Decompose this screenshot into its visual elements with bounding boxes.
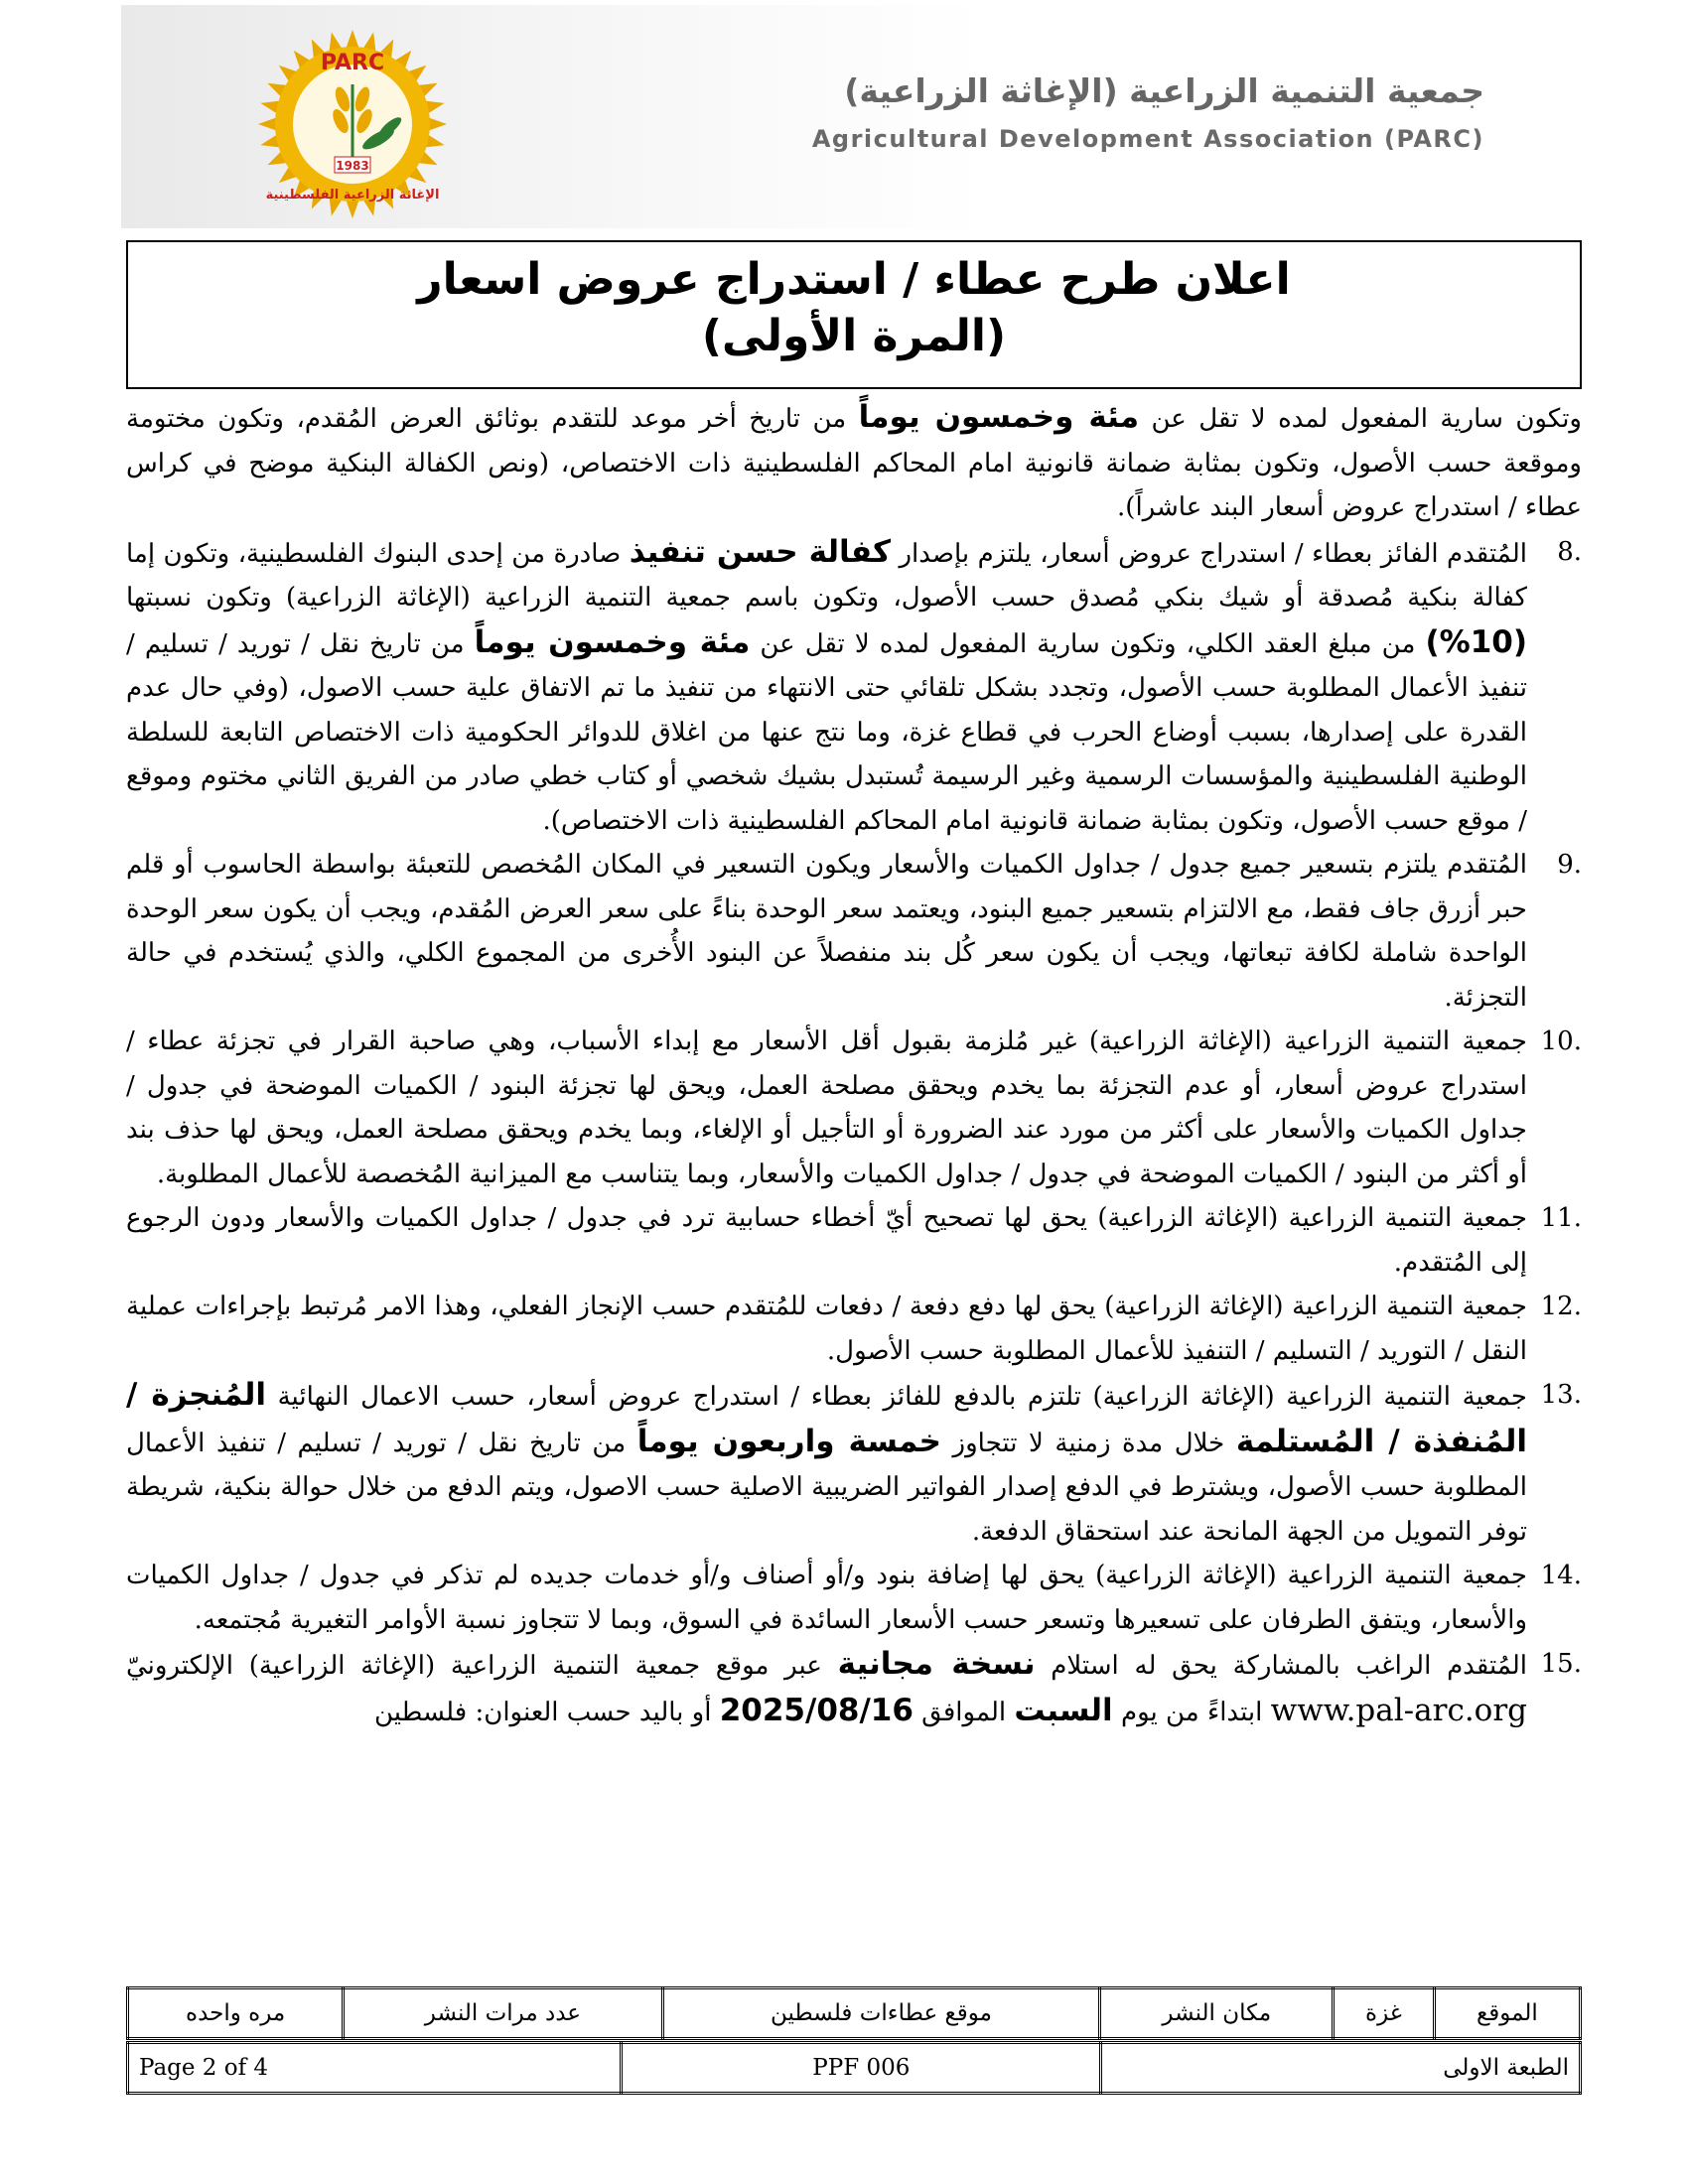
footer-cell: غزة xyxy=(1334,1988,1435,2039)
logo-arabic-text: الإغاثة الزراعية الفلسطينية xyxy=(265,188,440,203)
footer-cell: مره واحده xyxy=(128,1988,344,2039)
clause-number: 10. xyxy=(1540,1026,1582,1056)
footer-cell: الموقع xyxy=(1434,1988,1580,2039)
sun-ray xyxy=(258,117,277,131)
clause-number: 15. xyxy=(1540,1649,1582,1679)
edition-label: الطبعة الاولى xyxy=(1101,2043,1581,2094)
document-info-table xyxy=(126,2041,1582,2095)
publication-info-table xyxy=(126,1986,1582,2040)
parc-logo xyxy=(204,30,501,218)
publish-date: 2025/08/16 xyxy=(719,1692,914,1728)
terms-body xyxy=(126,395,1582,1734)
org-name-english: Agricultural Development Association (PARC) xyxy=(811,125,1484,153)
form-code: PPF 006 xyxy=(622,2043,1101,2094)
clause-number: 8. xyxy=(1557,536,1582,567)
page-number: Page 2 of 4 xyxy=(128,2043,622,2094)
footer-cell: عدد مرات النشر xyxy=(344,1988,662,2039)
clause-number: 13. xyxy=(1540,1380,1582,1410)
clause-11: 11. جمعية التنمية الزراعية (الإغاثة الزراعية) يحق لها تصحيح أيّ أخطاء حسابية ترد في جدول / جداول الكميات والأسعار ودون الرجوع إلى المُتقدم. xyxy=(126,1196,1582,1285)
clause-13: 13. جمعية التنمية الزراعية (الإغاثة الزراعية) تلتزم بالدفع للفائز بعطاء / استدراج عروض أسعار، حسب الاعمال النهائية المُنجزة / المُنفذة / المُستلمة خلال مدة زمنية لا تتجاوز خمسة واربعون يوماً من تاريخ نقل / توريد / تسليم / تنفيذ الأعمال المطلوبة حسب الأصول، ويشترط في الدفع إصدار الفواتير الضريبية الاصلية حسب الاصول، ويتم الدفع من خلال حوالة بنكية، شريطة توفر التمويل من الجهة المانحة عند استحقاق الدفعة. xyxy=(126,1373,1582,1554)
sun-ray xyxy=(346,30,359,49)
logo-year: 1983 xyxy=(336,159,369,173)
footer-cell: موقع عطاءات فلسطين xyxy=(662,1988,1100,2039)
clause-15: 15. المُتقدم الراغب بالمشاركة يحق له استلام نسخة مجانية عبر موقع جمعية التنمية الزراعية (الإغاثة الزراعية) الإلكترونيّ www.pal-arc.org ابتداءً من يوم السبت الموافق 2025/08/16 أو باليد حسب العنوان: فلسطين xyxy=(126,1642,1582,1734)
logo-acronym: PARC xyxy=(320,51,385,75)
clause-8: 8. المُتقدم الفائز بعطاء / استدراج عروض أسعار، يلتزم بإصدار كفالة حسن تنفيذ صادرة من إحدى البنوك الفلسطينية، وتكون إما كفالة بنكية مُصدقة أو شيك بنكي مُصدق حسب الأصول، وتكون باسم جمعية التنمية الزراعية (الإغاثة الزراعية) وتكون نسبتها (10%) من مبلغ العقد الكلي، وتكون سارية المفعول لمده لا تقل عن مئة وخمسون يوماً من تاريخ نقل / توريد / تسليم / تنفيذ الأعمال المطلوبة حسب الأصول، وتجدد بشكل تلقائي حتى الانتهاء من تنفيذ ما تم الاتفاق علية حسب الاصول، (وفي حال عدم القدرة على إصدارها، بسبب أوضاع الحرب في قطاع غزة، وما نتج عنها من اغلاق للدوائر الحكومية ذات الاختصاص التابعة للسلطة الوطنية الفلسطينية والمؤسسات الرسمية وغير الرسيمة تُستبدل بشيك شخصي أو كتاب خطي صادر من الفريق الثاني مختوم وموقع / موقع حسب الأصول، وتكون بمثابة ضمانة قانونية امام المحاكم الفلسطينية ذات الاختصاص). xyxy=(126,530,1582,844)
footer-cell: مكان النشر xyxy=(1100,1988,1334,2039)
clause-14: 14. جمعية التنمية الزراعية (الإغاثة الزراعية) يحق لها إضافة بنود و/أو أصناف و/أو خدمات جديده لم تذكر في جدول / جداول الكميات والأسعار، ويتفق الطرفان على تسعيرها وتسعر حسب الأسعار السائدة في السوق، وبما لا تتجاوز نسبة الأوامر التغيرية مُجتمعه. xyxy=(126,1554,1582,1642)
clause-10: 10. جمعية التنمية الزراعية (الإغاثة الزراعية) غير مُلزمة بقبول أقل الأسعار مع إبداء الأسباب، وهي صاحبة القرار في تجزئة عطاء / استدراج عروض أسعار، أو عدم التجزئة بما يخدم ويحقق مصلحة العمل، ويحق لها تجزئة البنود / الكميات الموضحة في جدول / جداول الكميات والأسعار على أكثر من مورد عند الضرورة أو التأجيل أو الإلغاء، وبما يخدم ويحقق مصلحة العمل، ويحق لها حذف بند أو أكثر من البنود / الكميات الموضحة في جدول / جداول الكميات والأسعار، وبما يتناسب مع الميزانية المُخصصة للأعمال المطلوبة. xyxy=(126,1020,1582,1196)
clause-number: 12. xyxy=(1540,1292,1582,1321)
sun-ray xyxy=(428,117,447,131)
website-link[interactable]: www.pal-arc.org xyxy=(1270,1692,1527,1728)
announcement-title: اعلان طرح عطاء / استدراج عروض اسعار xyxy=(417,254,1291,305)
announcement-title-box xyxy=(126,240,1582,389)
org-name-arabic: جمعية التنمية الزراعية (الإغاثة الزراعية) xyxy=(844,71,1484,110)
announcement-subtitle: (المرة الأولى) xyxy=(701,311,1007,361)
clause-number: 14. xyxy=(1540,1561,1582,1590)
clause-9: 9. المُتقدم يلتزم بتسعير جميع جدول / جداول الكميات والأسعار ويكون التسعير في المكان المُخصص للتعبئة بواسطة الحاسوب أو قلم حبر أزرق جاف فقط، مع الالتزام بتسعير جميع البنود، ويعتمد سعر الوحدة بناءً على سعر العرض المُقدم، ويجب أن يكون سعر الوحدة الواحدة شاملة لكافة تبعاتها، ويجب أن يكون سعر كُل بند منفصلاً عن البنود الأُخرى من المجموع الكلي، والذي يُستخدم في حالة التجزئة. xyxy=(126,843,1582,1020)
clause-number: 11. xyxy=(1540,1203,1582,1233)
clause-number: 9. xyxy=(1557,850,1582,880)
continued-paragraph: وتكون سارية المفعول لمده لا تقل عن مئة وخمسون يوماً من تاريخ أخر موعد للتقدم بوثائق العرض المُقدم، وتكون مختومة وموقعة حسب الأصول، وتكون بمثابة ضمانة قانونية امام المحاكم الفلسطينية ذات الاختصاص، (ونص الكفالة البنكية موضح في كراس عطاء / استدراج عروض أسعار البند عاشراً). xyxy=(126,399,1582,522)
clause-12: 12. جمعية التنمية الزراعية (الإغاثة الزراعية) يحق لها دفع دفعة / دفعات للمُتقدم حسب الإنجاز الفعلي، وهذا الامر مُرتبط بإجراءات عملية النقل / التوريد / التسليم / التنفيذ للأعمال المطلوبة حسب الأصول. xyxy=(126,1285,1582,1373)
